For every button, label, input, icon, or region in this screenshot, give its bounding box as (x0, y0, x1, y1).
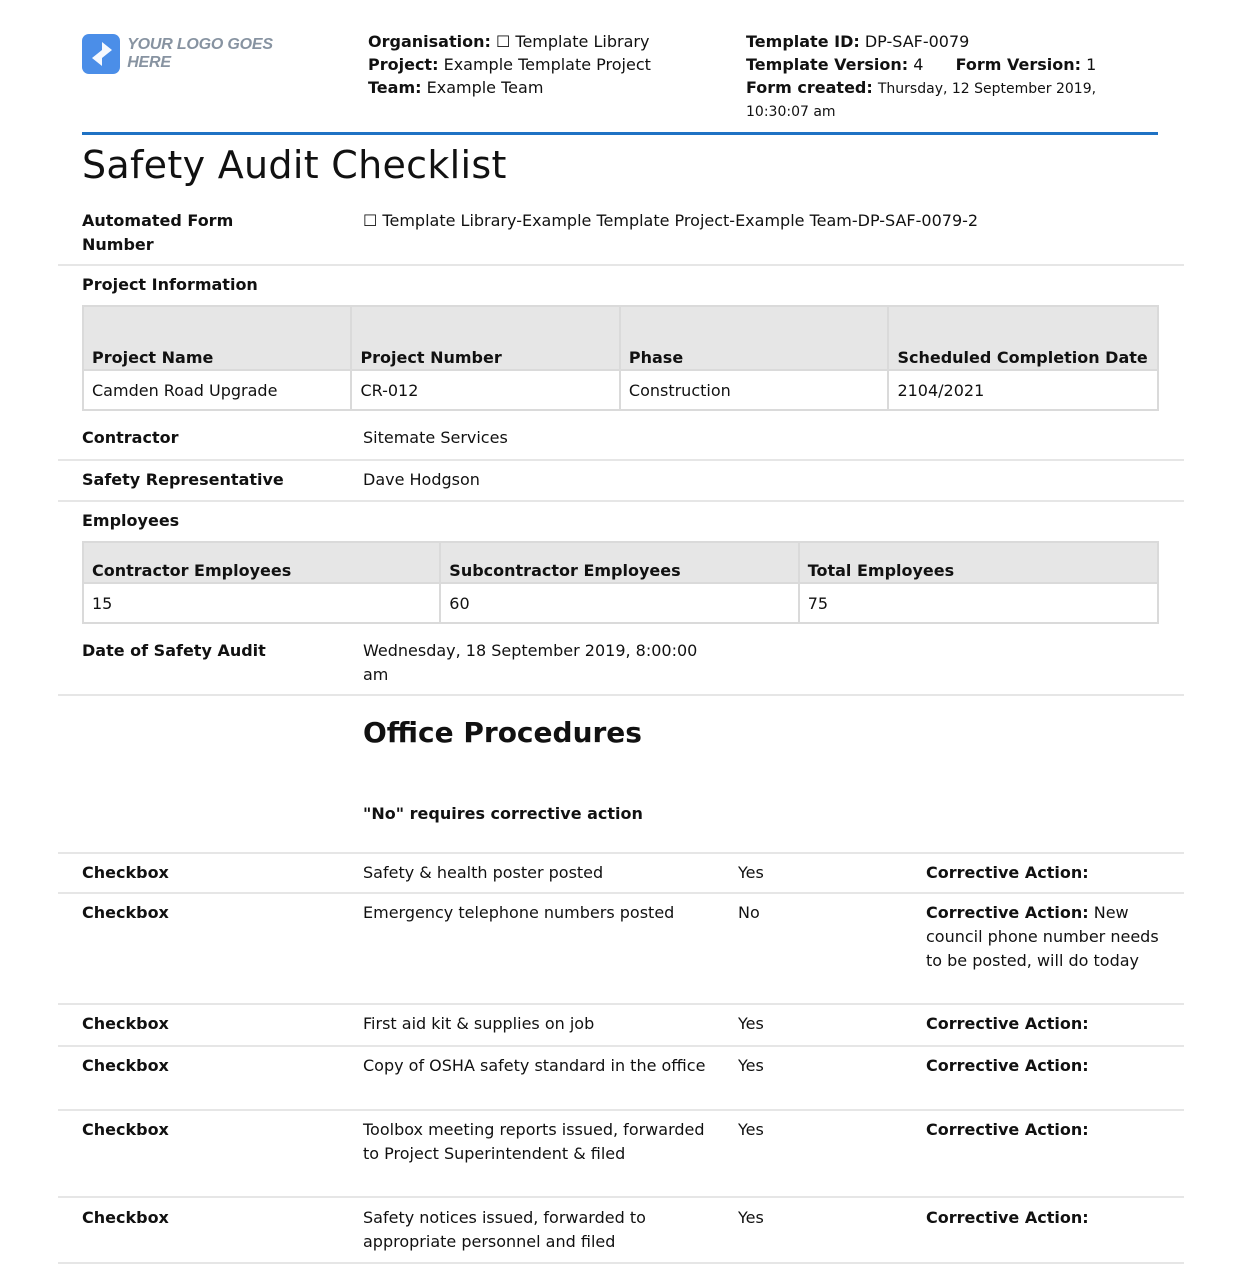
table-cell: 75 (799, 583, 1158, 623)
form-version-value: 1 (1086, 55, 1097, 74)
employees-label: Employees (82, 511, 180, 530)
item-question: Copy of OSHA safety standard in the office (363, 1056, 706, 1075)
table-header: Scheduled Completion Date (888, 306, 1158, 370)
table-cell: Construction (620, 370, 889, 410)
logo-mark-icon (82, 34, 120, 74)
team-value: Example Team (426, 78, 544, 97)
checklist-row (58, 854, 1184, 894)
safety-rep-label: Safety Representative (82, 470, 284, 489)
company-logo (82, 33, 312, 75)
table-header: Contractor Employees (83, 542, 440, 583)
item-question: Toolbox meeting reports issued, forwarded to Project Superintendent & filed (363, 1120, 705, 1163)
item-answer: Yes (738, 1208, 764, 1227)
organisation-value: ☐ Template Library (495, 32, 650, 51)
form-number-value: ☐ Template Library-Example Template Project-Example Team-DP-SAF-0079-2 (363, 211, 979, 230)
page-title: Safety Audit Checklist (82, 143, 507, 187)
section-title: Office Procedures (363, 716, 642, 749)
item-corrective-action: Corrective Action: (926, 1056, 1089, 1075)
table-cell: 15 (83, 583, 440, 623)
header-divider (82, 132, 1158, 135)
checklist-row (58, 1005, 1184, 1047)
item-question: Safety notices issued, forwarded to appropriate personnel and filed (363, 1208, 646, 1251)
item-answer: No (738, 903, 760, 922)
item-corrective-action: Corrective Action: (926, 863, 1089, 882)
item-type: Checkbox (82, 863, 169, 882)
team-label: Team: (368, 78, 422, 97)
table-header: Total Employees (799, 542, 1158, 583)
template-version-value: 4 (913, 55, 924, 74)
item-question: Emergency telephone numbers posted (363, 903, 675, 922)
form-number-row (58, 200, 1184, 266)
item-question: Safety & health poster posted (363, 863, 604, 882)
safety-rep-row (58, 461, 1184, 502)
item-type: Checkbox (82, 1120, 169, 1139)
table-cell: CR-012 (351, 370, 619, 410)
project-label: Project: (368, 55, 439, 74)
form-created-value: Thursday, 12 September 2019, (877, 81, 1097, 97)
table-header: Phase (620, 306, 889, 370)
audit-date-row (58, 630, 1184, 696)
contractor-row (58, 418, 1184, 461)
form-created-time: 10:30:07 am (746, 104, 836, 120)
template-version-label: Template Version: (746, 55, 909, 74)
audit-date-value: Wednesday, 18 September 2019, 8:00:00 am (363, 641, 698, 684)
audit-date-label: Date of Safety Audit (82, 641, 266, 660)
header-org-block (368, 30, 651, 99)
form-number-label: Automated Form Number (82, 211, 234, 254)
item-type: Checkbox (82, 903, 169, 922)
checklist-row (58, 1198, 1184, 1264)
table-header: Project Name (83, 306, 351, 370)
item-type: Checkbox (82, 1208, 169, 1227)
item-type: Checkbox (82, 1056, 169, 1075)
organisation-label: Organisation: (368, 32, 491, 51)
form-created-label: Form created: (746, 78, 873, 97)
item-corrective-action: Corrective Action: (926, 1120, 1089, 1139)
item-corrective-action: Corrective Action: (926, 1208, 1089, 1227)
safety-rep-value: Dave Hodgson (363, 470, 480, 489)
project-info-table (82, 305, 1159, 411)
logo-text: YOUR LOGO GOES HERE (127, 36, 273, 71)
item-answer: Yes (738, 1120, 764, 1139)
table-cell: 2104/2021 (888, 370, 1158, 410)
header-template-block (746, 30, 1146, 124)
form-header (82, 30, 1158, 124)
employees-table (82, 541, 1159, 624)
table-header: Subcontractor Employees (440, 542, 798, 583)
item-answer: Yes (738, 1014, 764, 1033)
item-corrective-action: Corrective Action: New council phone number needs to be posted, will do today (926, 903, 1159, 970)
template-id-label: Template ID: (746, 32, 860, 51)
contractor-label: Contractor (82, 428, 179, 447)
item-corrective-action: Corrective Action: (926, 1014, 1089, 1033)
item-answer: Yes (738, 1056, 764, 1075)
item-question: First aid kit & supplies on job (363, 1014, 595, 1033)
checklist-row (58, 1047, 1184, 1111)
table-header: Project Number (351, 306, 619, 370)
checklist-row (58, 1111, 1184, 1198)
item-type: Checkbox (82, 1014, 169, 1033)
checklist-row (58, 894, 1184, 1005)
form-version-label: Form Version: (955, 55, 1082, 74)
project-info-label: Project Information (82, 275, 258, 294)
table-cell: Camden Road Upgrade (83, 370, 351, 410)
template-id-value: DP-SAF-0079 (864, 32, 970, 51)
contractor-value: Sitemate Services (363, 428, 508, 447)
table-cell: 60 (440, 583, 798, 623)
section-note: "No" requires corrective action (363, 804, 643, 823)
project-value: Example Template Project (443, 55, 651, 74)
item-answer: Yes (738, 863, 764, 882)
